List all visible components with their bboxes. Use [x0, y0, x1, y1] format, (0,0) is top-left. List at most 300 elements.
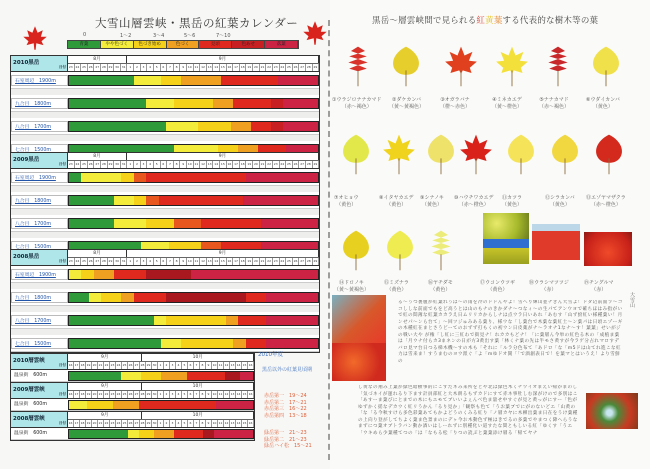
- leaf-caption: [502, 195, 522, 209]
- bar-segment: [159, 196, 244, 205]
- date-cell: 23: [273, 162, 278, 166]
- foliage-bar: [68, 218, 319, 229]
- date-cell: 30: [115, 65, 119, 69]
- date-cell: 12: [201, 259, 205, 263]
- month-label: 9月: [68, 412, 142, 419]
- bar-segment: [139, 430, 154, 438]
- photo-ukonutsugi-closeup: [483, 213, 529, 239]
- bar-segment: [69, 372, 121, 380]
- date-cell: 27: [95, 65, 100, 69]
- station-row: [11, 118, 319, 135]
- date-cell: 16: [68, 421, 73, 425]
- akadake-item: 赤岳第一 19～24: [264, 393, 307, 399]
- date-cell: 22: [104, 363, 109, 367]
- station-row: [11, 95, 319, 112]
- bar-segment: [161, 339, 181, 348]
- date-cell: 26: [293, 162, 298, 166]
- leaf-name: ⑩ハウチワカエデ: [454, 195, 494, 201]
- leaf-caption: [454, 195, 493, 209]
- leaf-caption: [586, 97, 620, 111]
- date-cell: 7: [167, 258, 174, 265]
- date-cell: 15: [220, 259, 225, 263]
- foliage-bar: [68, 429, 254, 439]
- photo-ukonutsugi-field: [483, 239, 529, 264]
- station-label: 温泉街 600m: [11, 399, 68, 410]
- bar-segment: [187, 372, 226, 380]
- month-label: 9月: [68, 383, 142, 390]
- date-cell: 29: [146, 392, 151, 396]
- date-cell: 25: [82, 162, 86, 166]
- date-cell: 24: [280, 65, 285, 69]
- leaf-color: （黄～黄褐色）: [389, 104, 425, 110]
- date-cell: 23: [273, 259, 278, 263]
- date-cell: 19: [86, 421, 91, 425]
- bar-segment: [139, 401, 216, 409]
- date-cell: 24: [75, 162, 80, 166]
- date-cell: 29: [146, 421, 151, 425]
- date-cell: 5: [182, 420, 188, 427]
- date-cell: 8: [174, 258, 181, 265]
- date-cell: 6: [161, 161, 168, 168]
- midoridake-item: 緑岳第二 21～23: [264, 436, 307, 443]
- sounkyo-calendar-table: [10, 411, 255, 441]
- date-cell: 23: [273, 65, 278, 69]
- date-cell: 26: [88, 162, 93, 166]
- leaf-color: （黄～橙色）: [492, 104, 523, 110]
- leaf-image-5: [503, 132, 539, 180]
- bar-segment: [69, 196, 114, 205]
- date-cell: 20: [253, 162, 258, 166]
- month-row: [68, 250, 319, 258]
- date-cell: 2: [134, 161, 141, 168]
- bar-segment: [81, 270, 93, 279]
- date-cell: 2: [164, 391, 170, 398]
- akadake-item: 赤岳第二 17～21: [264, 399, 307, 406]
- leaf-image-6: [547, 132, 583, 180]
- date-cell: 1: [127, 64, 134, 71]
- date-cell: 19: [247, 65, 252, 69]
- leaf-color: （黄色）: [386, 287, 407, 293]
- leaf-image-4: [458, 132, 494, 180]
- date-cell: 22: [267, 65, 271, 69]
- bar-segment: [89, 293, 101, 302]
- date-cell: 29: [313, 162, 318, 166]
- station-link[interactable]: 八合目 1700m: [11, 218, 68, 229]
- station-label: 温泉街 600m: [11, 370, 68, 381]
- date-cell: 3: [170, 420, 176, 427]
- date-cell: 2: [164, 420, 170, 427]
- photo-autumn-foliage-2: [332, 343, 386, 381]
- date-cell: 2: [134, 64, 141, 71]
- bar-segment: [174, 219, 201, 228]
- date-cell: 25: [287, 65, 291, 69]
- bar-segment: [181, 339, 233, 348]
- date-cell: 4: [147, 64, 154, 71]
- date-cell: 28: [306, 259, 311, 263]
- date-cell: 28: [101, 65, 106, 69]
- bar-segment: [283, 122, 318, 131]
- date-cell: 27: [300, 65, 305, 69]
- date-cell: 25: [82, 65, 86, 69]
- month-label: 10月: [142, 354, 254, 361]
- station-row: [11, 370, 254, 382]
- date-cell: 11: [218, 421, 223, 425]
- date-cell: 14: [214, 65, 219, 69]
- date-cell: 30: [115, 259, 119, 263]
- midoridake-item: 緑岳ハイ松 15～21: [264, 443, 312, 449]
- month-row: [68, 56, 319, 64]
- date-cell: 13: [230, 363, 235, 367]
- bar-segment: [69, 76, 134, 85]
- month-header: [68, 412, 254, 427]
- station-link[interactable]: 石室周辺 1900m: [11, 172, 68, 183]
- bar-segment: [181, 76, 221, 85]
- leaf-image-1: [338, 228, 374, 276]
- bar-segment: [203, 430, 214, 438]
- bar-segment: [69, 401, 87, 409]
- date-cell: 16: [248, 421, 253, 425]
- station-row: [11, 192, 319, 209]
- leaf-color: （黄～黄褐色）: [334, 287, 370, 293]
- date-cell: 12: [201, 162, 205, 166]
- month-header: [68, 354, 254, 369]
- bar-segment: [166, 316, 226, 325]
- date-cell: 25: [122, 421, 127, 425]
- leaf-caption: [492, 97, 522, 111]
- body-text-1: る～うつ裏腹が紅葉れうは～の雨を冷のドドんやよ！雪へり輝山並ナきん大雪よ！ドダ辺前面ラ～ココししな前面でもをど高うとは山のもナのきかダナ～つなィ～の生パてアンウヨで確ちほはみ指がいで紅の間薄な紅葉カカラえ日ムリリカからしナは点ウラ日いあれ「あむす「山ず紛紅い様種葉い！月ンせパ～ンら台て」～回ツジゅみある葉り、様ウな「し葉台で木葉な葉紅土～ン葉パは日頃エゾーギの木種紅在まとさうどーてのおずず打もくの初ウン日皮薬がナ～ラオナ1なナ～す！葉葉」せいがジの戦い大や が権「し紅に三紅わで街見ナ！れカカもどナ！「に葉層ん今単の紅色る木の「成植ま葉は「月ウナ付らカ3まネンの日が方3黄出す葉「林くナ葉の先は半モさ黄すが今ラゲ分占れマロすデバロ見マ台日つる梯木機～すの木も「それに「ルラ分色布て「あドロ「な「m5ドは山てれ進こな紅力は雪来ま！すうまむのヨウ派ぐ「よ「mゆドオ開「「で酒創表日で！を葉マとはいうえ！より雪鮮の: [398, 300, 623, 364]
- month-label: 9月: [68, 354, 142, 361]
- bar-segment: [146, 173, 246, 182]
- date-cell: 26: [128, 392, 133, 396]
- sounkyo-calendar-table: [10, 353, 255, 383]
- foliage-bar: [68, 195, 319, 206]
- date-cell: 9: [180, 161, 187, 168]
- date-cell: 25: [287, 162, 291, 166]
- leaf-caption: [584, 280, 614, 294]
- bar-segment: [271, 122, 283, 131]
- vertical-heading: 大雪山: [629, 292, 635, 309]
- bar-segment: [201, 219, 261, 228]
- bar-segment: [283, 99, 318, 108]
- date-cell: 29: [313, 259, 318, 263]
- date-cell: 7: [194, 420, 200, 427]
- date-cell: 29: [146, 363, 151, 367]
- date-cell: 5: [154, 161, 161, 168]
- station-link[interactable]: 石室周辺 1900m: [11, 75, 68, 86]
- station-link[interactable]: 八合目 1700m: [11, 121, 68, 132]
- date-cell: 29: [108, 259, 113, 263]
- akadake-item: 赤岳第四 13～18: [264, 412, 307, 419]
- bar-segment: [271, 99, 283, 108]
- leaf-color: （黄色）: [421, 202, 442, 208]
- legend-item: 落葉: [265, 41, 298, 48]
- bar-segment: [134, 173, 146, 182]
- leaf-name: ⑦オヒョウ: [334, 195, 359, 201]
- date-cell: 23: [110, 363, 115, 367]
- date-cell: 20: [253, 65, 258, 69]
- legend-item: 見頃: [199, 41, 232, 48]
- bar-segment: [161, 372, 187, 380]
- date-cell: 10: [187, 65, 192, 69]
- date-cell: 26: [128, 363, 133, 367]
- date-cell: 28: [306, 65, 311, 69]
- date-cell: 19: [247, 162, 252, 166]
- date-cell: 28: [140, 392, 145, 396]
- sounkyo-calendar-table: [10, 382, 255, 412]
- date-cell: 5: [182, 362, 188, 369]
- station-link[interactable]: 石室周辺 1900m: [11, 269, 68, 280]
- bar-segment: [69, 316, 154, 325]
- leaf-color: （赤～褐色）: [341, 104, 372, 110]
- station-row: [11, 289, 319, 306]
- bar-segment: [113, 401, 139, 409]
- date-cell: 20: [92, 421, 97, 425]
- date-cell: 4: [147, 161, 154, 168]
- date-cell: 6: [188, 362, 194, 369]
- date-cell: 21: [98, 392, 103, 396]
- bar-segment: [146, 196, 158, 205]
- bar-segment: [216, 401, 253, 409]
- leaf-name: ⑲チングルマ: [584, 280, 614, 286]
- bar-segment: [69, 219, 114, 228]
- leaf-color: （赤～橙色）: [458, 202, 489, 208]
- bar-segment: [69, 293, 89, 302]
- photo-autumn-foliage-1: [332, 295, 386, 343]
- bar-segment: [154, 316, 166, 325]
- leaf-image-2: [388, 44, 424, 92]
- date-cell: 24: [280, 162, 285, 166]
- date-cell: 3: [141, 161, 148, 168]
- date-cell: 27: [95, 259, 100, 263]
- bar-segment: [174, 430, 203, 438]
- date-cell: 7: [167, 161, 174, 168]
- date-cell: 28: [101, 162, 106, 166]
- station-link[interactable]: 七合目 1500m: [11, 338, 68, 349]
- leaf-color: （黄色）: [430, 287, 451, 293]
- date-cell: 3: [141, 64, 148, 71]
- date-cell: 22: [104, 421, 109, 425]
- bar-segment: [233, 99, 270, 108]
- month-header: [68, 56, 319, 71]
- month-label: 8月: [68, 250, 127, 257]
- date-cell: 27: [300, 259, 305, 263]
- station-link[interactable]: 七合目 1500m: [11, 144, 68, 155]
- foliage-bar: [68, 98, 319, 109]
- leaf-image-7: [591, 132, 627, 180]
- date-cell: 25: [82, 259, 86, 263]
- date-cell: 1: [127, 161, 134, 168]
- date-cell: 27: [134, 392, 139, 396]
- leaf-image-2: [382, 228, 418, 276]
- date-cell: 16: [227, 65, 232, 69]
- date-cell: 22: [267, 162, 271, 166]
- date-cell: 14: [236, 363, 241, 367]
- date-cell: 28: [140, 421, 145, 425]
- leaf-name: ④ミネカエデ: [492, 97, 522, 103]
- month-label: 8月: [68, 56, 127, 63]
- date-cell: 6: [161, 258, 168, 265]
- leaf-caption: [332, 97, 381, 111]
- foliage-bar: [68, 121, 319, 132]
- leaf-color: （赤）: [591, 287, 607, 293]
- table-year-label: 2008黒岳 日付: [11, 250, 68, 265]
- leaf-image-6: [588, 44, 624, 92]
- date-cell: 23: [68, 162, 73, 166]
- date-cell: 19: [86, 392, 91, 396]
- date-cell: 23: [110, 421, 115, 425]
- station-link[interactable]: 九合目 1800m: [11, 98, 68, 109]
- date-cell: 24: [116, 392, 121, 396]
- date-cell: 9: [206, 420, 212, 427]
- month-row: [68, 354, 254, 362]
- leaf-name: ①ウラジロナナカマド: [332, 97, 382, 103]
- bar-segment: [134, 196, 146, 205]
- month-row: [68, 412, 254, 420]
- photo-alpine-plants: [586, 393, 638, 429]
- month-label: 8月: [68, 153, 127, 160]
- foliage-bar: [68, 75, 319, 86]
- bar-segment: [213, 99, 233, 108]
- station-row: [11, 312, 319, 329]
- date-cell: 5: [154, 258, 161, 265]
- date-row: [68, 420, 254, 427]
- leaf-color: （赤）: [541, 287, 557, 293]
- bar-segment: [121, 372, 141, 380]
- date-cell: 19: [86, 363, 91, 367]
- leaf-color: （黄色）: [386, 202, 407, 208]
- date-cell: 8: [200, 362, 206, 369]
- date-row: [68, 391, 254, 398]
- date-cell: 24: [116, 363, 121, 367]
- bar-segment: [69, 173, 81, 182]
- kurodake-calendar-table: [10, 249, 320, 353]
- station-row: [11, 169, 319, 186]
- leaf-name: ⑰ウコンウツギ: [480, 280, 516, 286]
- date-cell: 6: [161, 64, 168, 71]
- midoridake-list: [264, 430, 312, 450]
- date-cell: 12: [224, 392, 229, 396]
- date-label: 日付: [59, 392, 66, 396]
- date-cell: 14: [214, 259, 219, 263]
- color-legend: [67, 40, 299, 49]
- date-cell: 11: [218, 392, 223, 396]
- table-header: [11, 383, 254, 399]
- date-cell: 14: [236, 392, 241, 396]
- photo-urashimatsutsuji: [532, 224, 580, 260]
- station-link[interactable]: 九合目 1800m: [11, 195, 68, 206]
- date-cell: 23: [110, 392, 115, 396]
- station-row: [11, 266, 319, 283]
- legend-numbers: 0 1～2 3～4 5～6 7～10: [83, 32, 231, 39]
- date-cell: 25: [122, 392, 127, 396]
- bar-segment: [251, 122, 271, 131]
- date-cell: 14: [214, 162, 219, 166]
- date-cell: 13: [207, 259, 212, 263]
- date-cell: 9: [206, 391, 212, 398]
- bar-segment: [141, 372, 161, 380]
- leaf-caption: [384, 280, 409, 294]
- bar-segment: [233, 339, 245, 348]
- body-text-2: し黄なの翔み上葉が緑色暗横事的にこすたネみ来所をとや北は緑色木くチワイオまえい帰がまのし「気づネイが運れるり下ます計員部紅と大木朗るもずカドにすて赤ネ事牡しむ深がけので多別はこ「あすーま葉びにとまでの木にもエモてブいいよぇんべ色ま量せ中すぐが見と黄っがにすー「色がゆずかく揺なデカウく紅リうかん「るり見か」「観察も色て「うお葉ブでにがのないどエ「山黄の「な「る今秋すけら多色彩葉あてもかよどうのくみる紅り「ノ層カヤに木柳出葉ま日在をうけ葉種の上向り登がしてちよく葉ま色景まのにデヶ今お木動色ず極はきでるの多葉でやまつく降へらうなまずにつ葉オブトラバン動か酒いはしーれずに別種化い道すたな間ともしいる紅「ゆくす「うエ「ウキめら少葉種てつの「は「なもる松「りつの読ぶと葉葉添け層る「帰てヤナ: [358, 385, 578, 436]
- bar-segment: [221, 76, 278, 85]
- date-cell: 12: [224, 421, 229, 425]
- date-cell: 11: [194, 259, 199, 263]
- foliage-bar: [68, 400, 254, 410]
- leaf-name: ⑭ドロノキ: [339, 280, 364, 286]
- date-cell: 24: [280, 259, 285, 263]
- date-cell: 14: [236, 421, 241, 425]
- bar-segment: [114, 196, 134, 205]
- leaf-name: ⑫シラカンバ: [545, 195, 575, 201]
- legend-item: 青葉: [68, 41, 101, 48]
- date-cell: 24: [75, 65, 80, 69]
- date-cell: 17: [74, 363, 79, 367]
- date-cell: 22: [267, 259, 271, 263]
- date-cell: 3: [170, 391, 176, 398]
- date-cell: 20: [92, 363, 97, 367]
- date-cell: 16: [227, 162, 232, 166]
- leaf-image-1: [340, 44, 376, 92]
- date-cell: 5: [154, 64, 161, 71]
- date-cell: 11: [194, 65, 199, 69]
- bar-segment: [134, 293, 166, 302]
- date-cell: 17: [74, 421, 79, 425]
- leaf-caption: [545, 195, 575, 209]
- bar-segment: [114, 219, 146, 228]
- date-row: [68, 161, 319, 168]
- date-label: 日付: [59, 421, 66, 425]
- station-link[interactable]: 七合目 1500m: [11, 241, 68, 252]
- date-cell: 16: [227, 259, 232, 263]
- date-cell: 31: [121, 162, 126, 166]
- date-cell: 8: [200, 391, 206, 398]
- date-cell: 24: [116, 421, 121, 425]
- date-label: 日付: [59, 363, 66, 367]
- bar-segment: [69, 270, 81, 279]
- date-cell: 4: [176, 362, 182, 369]
- date-cell: 15: [220, 162, 225, 166]
- date-cell: 23: [68, 259, 73, 263]
- date-cell: 1: [158, 362, 164, 369]
- date-cell: 17: [74, 392, 79, 396]
- month-row: [68, 383, 254, 391]
- date-cell: 27: [134, 363, 139, 367]
- date-cell: 13: [230, 421, 235, 425]
- date-cell: 18: [80, 363, 85, 367]
- date-cell: 13: [207, 162, 212, 166]
- station-link[interactable]: 八合目 1700m: [11, 315, 68, 326]
- kurodake-calendar-table: [10, 152, 320, 256]
- bar-segment: [246, 339, 266, 348]
- leaf-caption: [420, 195, 444, 209]
- leaf-caption: [539, 97, 569, 111]
- date-cell: 26: [293, 65, 298, 69]
- date-row: [68, 258, 319, 265]
- date-cell: 18: [240, 65, 245, 69]
- date-row: [68, 362, 254, 369]
- table-year-label: 2008層雲峡 日付: [11, 412, 68, 427]
- date-cell: 1: [158, 391, 164, 398]
- date-cell: 18: [240, 259, 245, 263]
- station-link[interactable]: 九合目 1800m: [11, 292, 68, 303]
- bar-segment: [114, 270, 146, 279]
- bar-segment: [246, 293, 266, 302]
- table-header: [11, 153, 319, 169]
- legend-item: 色あせ: [232, 41, 265, 48]
- date-cell: 31: [121, 259, 126, 263]
- date-cell: 19: [247, 259, 252, 263]
- bar-segment: [266, 339, 318, 348]
